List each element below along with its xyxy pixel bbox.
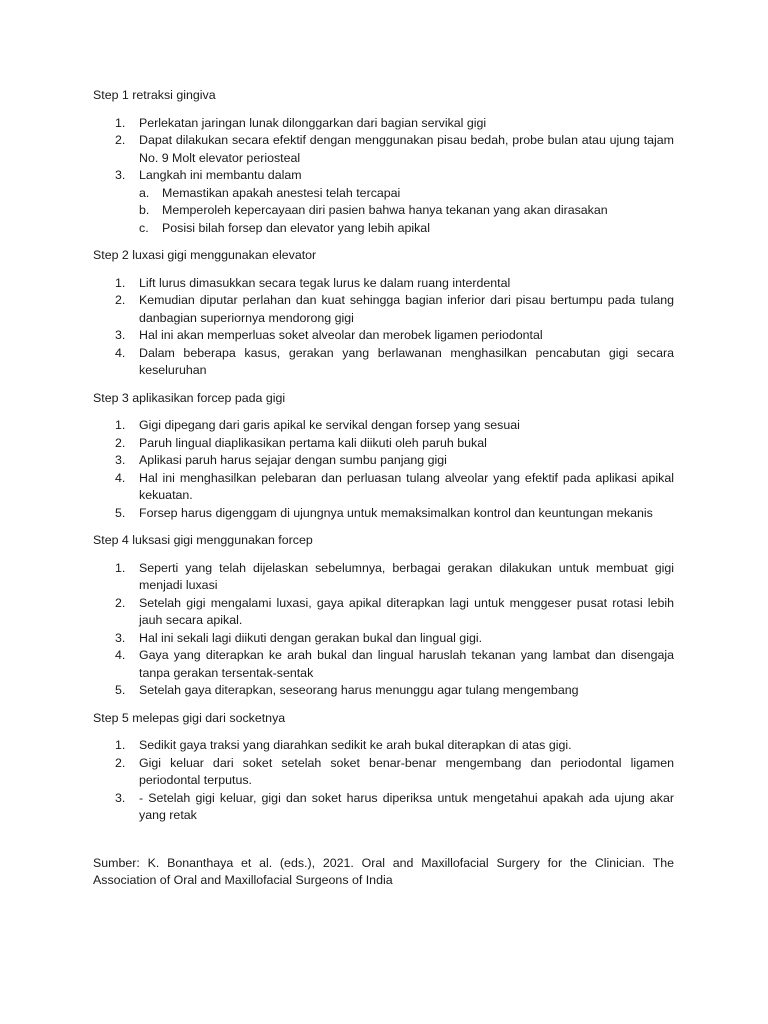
list-number: 3. [115,630,126,645]
list-item-text: Lift lurus dimasukkan secara tegak lurus ke dalam ruang interdental [139,275,511,290]
list-number: 3. [115,168,126,182]
document-body [93,87,674,902]
list-number: 1. [115,418,126,432]
sub-list-item [139,220,674,238]
list-item [93,167,674,237]
list-item [93,115,674,133]
step-5-heading: Step 5 melepas gigi dari socketnya [93,710,286,725]
list-item [93,595,674,630]
list-item [93,505,674,523]
step-2-list [93,275,674,380]
list-item [93,435,674,453]
list-item-text: Dalam beberapa kasus, gerakan yang berlawanan menghasilkan pencabutan gigi secara keseluruhan [139,345,674,377]
list-number: 4. [115,648,126,662]
list-item-text: Perlekatan jaringan lunak dilonggarkan dari bagian servikal gigi [139,115,487,130]
list-number: 3. [115,453,126,467]
list-number: 1. [115,275,126,290]
list-item [93,682,674,700]
list-item [93,630,674,648]
list-item-text: Hal ini akan memperluas soket alveolar dan merobek ligamen periodontal [139,328,543,342]
sub-list-item-text: Memastikan apakah anestesi telah tercapai [162,185,401,200]
step-4-heading: Step 4 luksasi gigi menggunakan forcep [93,533,313,547]
list-number: 1. [115,560,126,575]
sub-list-item-text: Posisi bilah forsep dan elevator yang lebih apikal [162,220,430,235]
list-item [93,452,674,470]
step-2-heading: Step 2 luxasi gigi menggunakan elevator [93,248,317,262]
list-number: 1. [115,738,126,752]
list-number: 3. [115,328,126,342]
sub-list-item-text: Memperoleh kepercayaan diri pasien bahwa hanya tekanan yang akan dirasakan [162,203,608,217]
sub-list-letter: c. [139,220,149,235]
list-item-text: Gigi dipegang dari garis apikal ke servikal dengan forsep yang sesuai [139,418,520,432]
list-item-text: Forsep harus digenggam di ujungnya untuk memaksimalkan kontrol dan keuntungan mekanis [139,505,653,520]
list-item [93,560,674,595]
list-item-text: Seperti yang telah dijelaskan sebelumnya, berbagai gerakan dilakukan untuk membuat gigi menjadi luxasi [139,560,674,592]
list-number: 4. [115,345,126,360]
list-item-text: Kemudian diputar perlahan dan kuat sehingga bagian inferior dari pisau bertumpu pada tulang danbagian superiornya mendorong gigi [139,293,674,325]
list-item-text: Gaya yang diterapkan ke arah bukal dan lingual haruslah tekanan yang lambat dan disengaja tanpa gerakan tersentak-sentak [139,648,674,680]
list-number: 2. [115,595,126,610]
list-item [93,647,674,682]
step-1-list [93,115,674,238]
list-item-text: Aplikasi paruh harus sejajar dengan sumbu panjang gigi [139,453,447,467]
list-number: 1. [115,115,126,130]
list-number: 2. [115,133,126,147]
list-item-text: - Setelah gigi keluar, gigi dan soket harus diperiksa untuk mengetahui apakah ada ujung akar yang retak [139,790,674,822]
list-item-text: Gigi keluar dari soket setelah soket benar-benar mengembang dan periodontal ligamen periodontal terputus. [139,755,674,787]
step-5-list [93,737,674,825]
list-item-text: Dapat dilakukan secara efektif dengan menggunakan pisau bedah, probe bulan atau ujung tajam No. 9 Molt elevator periosteal [139,133,674,165]
list-item [93,327,674,345]
list-item-text: Langkah ini membantu dalam [139,168,302,182]
list-number: 2. [115,755,126,770]
step-3-list [93,417,674,522]
list-item [93,737,674,755]
step-3-heading: Step 3 aplikasikan forcep pada gigi [93,390,286,405]
list-item-text: Hal ini sekali lagi diikuti dengan gerakan bukal dan lingual gigi. [139,630,483,645]
list-item-text: Paruh lingual diaplikasikan pertama kali diikuti oleh paruh bukal [139,435,487,450]
list-number: 2. [115,293,126,307]
sub-list-letter: a. [139,185,150,200]
list-item [93,417,674,435]
list-number: 5. [115,683,126,697]
list-item [93,292,674,327]
sub-list [139,185,674,238]
list-item-text: Hal ini menghasilkan pelebaran dan perluasan tulang alveolar yang efektif pada aplikasi apikal kekuatan. [139,470,674,502]
list-item-text: Setelah gigi mengalami luxasi, gaya apikal diterapkan lagi untuk menggeser pusat rotasi lebih jauh secara apikal. [139,595,674,627]
source-citation: Sumber: K. Bonanthaya et al. (eds.), 2021. Oral and Maxillofacial Surgery for the Clinician. The Association of Oral and Maxillofacial Surgeons of India [93,855,674,887]
list-number: 4. [115,470,126,485]
list-number: 2. [115,435,126,450]
sub-list-item [139,185,674,203]
sub-list-item [139,202,674,220]
list-item [93,132,674,167]
list-item [93,345,674,380]
list-item [93,275,674,293]
list-item [93,470,674,505]
list-item [93,755,674,790]
step-1-heading: Step 1 retraksi gingiva [93,88,216,102]
list-number: 3. [115,790,126,805]
list-item [93,790,674,825]
list-item-text: Sedikit gaya traksi yang diarahkan sedikit ke arah bukal diterapkan di atas gigi. [139,738,572,752]
list-number: 5. [115,505,126,520]
step-4-list [93,560,674,700]
list-item-text: Setelah gaya diterapkan, seseorang harus menunggu agar tulang mengembang [139,683,579,697]
sub-list-letter: b. [139,203,150,217]
